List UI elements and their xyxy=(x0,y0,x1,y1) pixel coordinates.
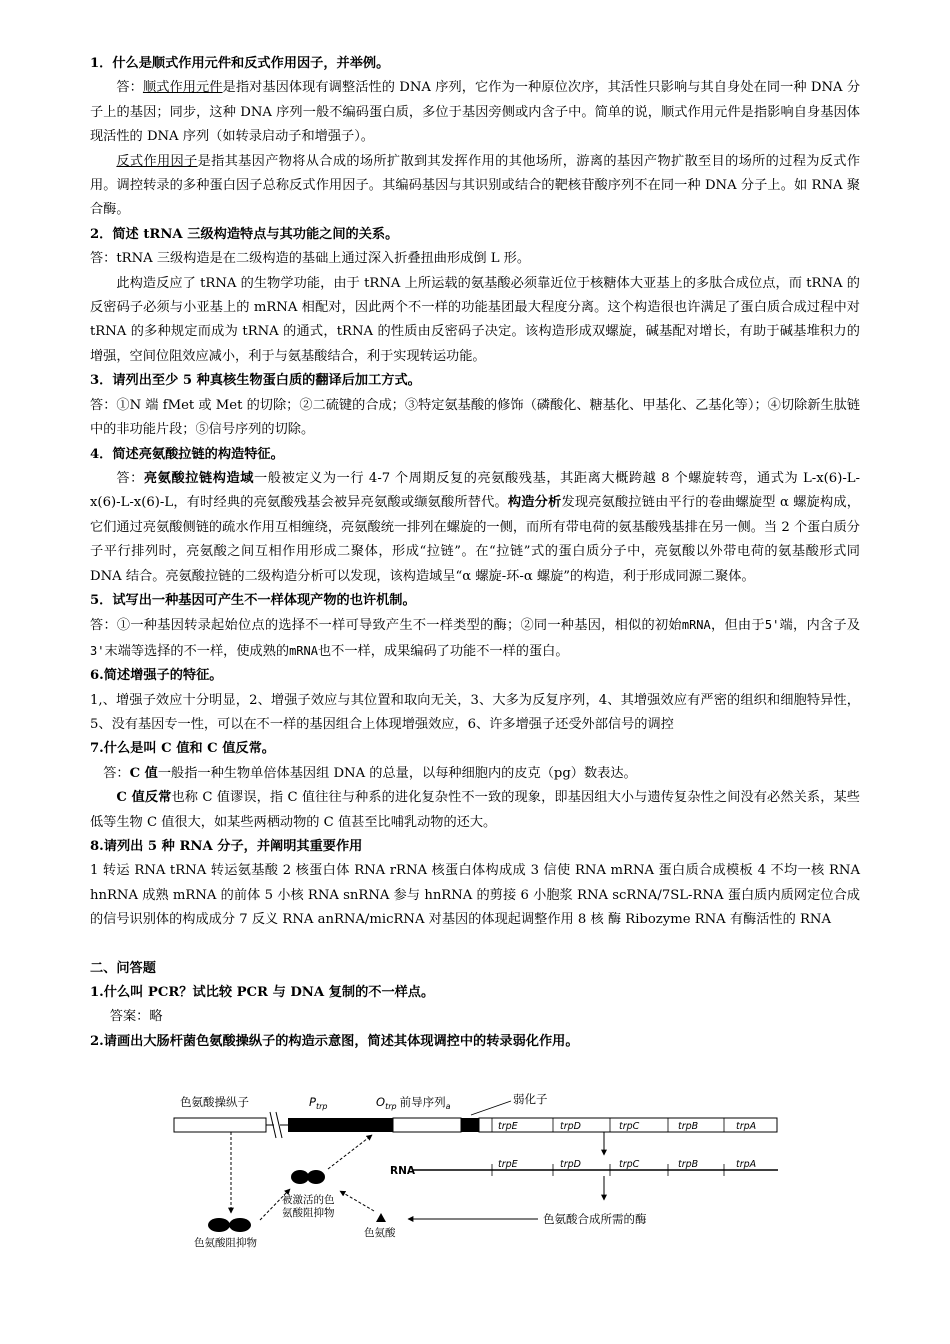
leader-label: 前导序列 xyxy=(399,1095,446,1109)
tryptophan-binding-arrow xyxy=(340,1191,374,1211)
question-8-title: 8.请列出 5 种 RNA 分子，并阐明其重要作用 xyxy=(90,839,363,854)
rna-gene-label-trpA: trpA xyxy=(736,1159,757,1170)
promoter-operator-region xyxy=(288,1118,393,1132)
answer-lead: 答： xyxy=(116,470,144,486)
rna-gene-label-trpE: trpE xyxy=(498,1159,518,1170)
leader-subscript: a xyxy=(445,1102,451,1111)
rna-label: RNA xyxy=(390,1165,415,1177)
question-1-answer-part-1 xyxy=(90,76,860,149)
question-3-answer: 答：①N 端 fMet 或 Met 的切除；②二硫键的合成；③特定氨基酸的修饰（磷酸化、糖基化、甲基化、乙基化等）；④切除新生肽链中的非功能片段；⑤信号序列的切除。 xyxy=(90,397,860,438)
tryptophan-label: 色氨酸 xyxy=(364,1227,396,1239)
gene-label-trpE: trpE xyxy=(498,1121,518,1132)
answer-text: ，但由于 xyxy=(710,618,765,634)
rna-gene-label-trpC: trpC xyxy=(619,1159,640,1170)
active-repressor-label-2: 氨酸阻抑物 xyxy=(282,1207,335,1219)
question-2-answer-part-1: 答：tRNA 三级构造是在二级构造的基础上通过深入折叠扭曲形成倒 L 形。 xyxy=(90,251,531,267)
repressor-label: 色氨酸阻抑物 xyxy=(194,1237,257,1249)
trp-operon-diagram xyxy=(168,1093,788,1253)
leader-region xyxy=(393,1118,461,1132)
promoter-label xyxy=(309,1095,327,1111)
term-c-value: C 值 xyxy=(129,765,158,781)
operator-subscript: trp xyxy=(385,1102,397,1111)
repressor-icon xyxy=(208,1218,230,1232)
answer-text: 一般指一种生物单倍体基因组 DNA 的总量，以每种细胞内的皮克（pg）数表达。 xyxy=(157,765,637,781)
question-7-title: 7.什么是叫 C 值和 C 值反常。 xyxy=(90,741,275,757)
question-6-title: 6.简述增强子的特征。 xyxy=(90,668,223,684)
question-5-title: 5．试写出一种基因可产生不一样体现产物的也许机制。 xyxy=(90,592,416,608)
attenuator-label: 弱化子 xyxy=(513,1093,548,1106)
question-2-title: 2．简述 tRNA 三级构造特点与其功能之间的关系。 xyxy=(90,226,399,242)
active-repressor-icon xyxy=(291,1170,309,1184)
operator-leader-label xyxy=(376,1095,451,1111)
term-leucine-zipper-domain: 亮氨酸拉链构造域 xyxy=(143,470,255,486)
question-5-answer xyxy=(90,613,860,664)
repressor-icon xyxy=(229,1218,251,1232)
answer-text: 是指对基因体现有调整活性的 DNA 序列，它作为一种原位次序，其活性只影响与其自身处在同一种 DNA 分子上的基因；同步，这种 DNA 序列一般不编码蛋白质，多位于基因旁侧或内含子中。简单的说，顺式作用元件是指影响自身基因体现活性的 DNA 序列（如转录启动子和增强子）。 xyxy=(90,80,861,145)
question-8-answer: 1 转运 RNA tRNA 转运氨基酸 2 核蛋白体 RNA rRNA 核蛋白体构成成 3 信使 RNA mRNA 蛋白质合成模板 4 不均一核 RNA hnRNA 成熟 mRNA 的前体 5 小核 RNA snRNA 参与 hnRNA 的剪接 6 小胞浆 RNA scRNA/7SL-RNA 蛋白质内质网定位合成的信号识别体的构成成分 7 反义 RNA anRNA/micRNA 对基因的体现起调整作用 8 核 酶 Ribozyme RNA 有酶活性的 RNA xyxy=(90,863,860,928)
term-structure-analysis: 构造分析 xyxy=(507,495,562,511)
part-2-question-2-title: 2.请画出大肠杆菌色氨酸操纵子的构造示意图，简述其体现调控中的转录弱化作用。 xyxy=(90,1033,579,1049)
rna-gene-label-trpD: trpD xyxy=(560,1159,581,1170)
promoter-subscript: trp xyxy=(315,1102,328,1111)
question-1-title: 1．什么是顺式作用元件和反式作用因子，并举例。 xyxy=(90,56,390,71)
gene-label-trpA: trpA xyxy=(736,1121,757,1132)
answer-term: mRNA xyxy=(289,643,318,658)
document-body xyxy=(90,52,860,1054)
term-cis-element: 顺式作用元件 xyxy=(142,80,223,96)
question-6-answer: 1,、增强子效应十分明显，2、增强子效应与其位置和取向无关，3、大多为反复序列，4、其增强效应有严密的组织和细胞特异性，5、没有基因专一性，可以在不一样的基因组合上体现增强效应，6、许多增强子还受外部信号的调控 xyxy=(90,692,860,732)
question-3-title: 3．请列出至少 5 种真核生物蛋白质的翻译后加工方式。 xyxy=(90,373,421,389)
tryptophan-icon xyxy=(376,1213,386,1222)
attenuator-region xyxy=(461,1118,479,1132)
answer-text: 也称 C 值谬误，指 C 值往往与种系的进化复杂性不一致的现象，即基因组大小与遗传复杂性之间没有必然关系，某些低等生物 C 值很大，如某些两栖动物的 C 值甚至比哺乳动物的还大。 xyxy=(90,790,860,830)
answer-lead: 答： xyxy=(116,80,143,96)
part-2-heading: 二、问答题 xyxy=(90,960,156,976)
gene-label-trpD: trpD xyxy=(560,1121,581,1132)
active-repressor-icon xyxy=(307,1170,325,1184)
answer-text: 也不一样，成果编码了功能不一样的蛋白。 xyxy=(317,643,569,659)
promoter-letter: P xyxy=(309,1095,316,1109)
question-1-answer-part-2 xyxy=(90,150,860,223)
question-4-answer xyxy=(90,467,860,589)
answer-text: 发现亮氨酸拉链由平行的卷曲螺旋型 α 螺旋构成，它们通过亮氨酸侧链的疏水作用互相缠绕，亮氨酸统一排列在螺旋的一侧，而所有带电荷的氨基酸残基排在另一侧。当 2 个蛋白质分子平行排列时，亮氨酸之间互相作用形成二聚体，形成“拉链”。在“拉链”式的蛋白质分子中，亮氨酸以外带电荷的氨基酸形式同 DNA 结合。亮氨酸拉链的二级构造分析可以发现，该构造域呈“α 螺旋-环-α 螺旋”的构造，利于形成同源二聚体。 xyxy=(90,495,860,584)
answer-text: 一般被定义为一行 4-7 个周期反复的亮氨酸残基，其距离大概跨越 8 个螺旋转弯，通式为 L-x(6)-L-x(6)-L-x(6)-L，有时经典的亮氨酸残基会被异亮氨酸或缬氨酸所替代。 xyxy=(90,470,861,511)
answer-text: 端，内含子及 xyxy=(779,618,861,634)
enzymes-label: 色氨酸合成所需的酶 xyxy=(543,1212,647,1226)
attenuator-pointer xyxy=(471,1101,511,1115)
part-2-question-1-title: 1.什么叫 PCR？试比较 PCR 与 DNA 复制的不一样点。 xyxy=(90,985,435,1001)
repressor-binding-arrow xyxy=(328,1135,372,1169)
answer-text: 答：①一种基因转录起始位点的选择不一样可导致产生不一样类型的酶；②同一种基因，相似的初始 xyxy=(90,618,682,634)
question-7-answer-part-2 xyxy=(90,786,860,835)
question-4-title: 4．简述亮氨酸拉链的构造特征。 xyxy=(90,446,284,462)
operon-label: 色氨酸操纵子 xyxy=(180,1095,249,1109)
answer-term: mRNA xyxy=(681,618,711,633)
active-repressor-label-1: 被激活的色 xyxy=(282,1194,335,1206)
answer-term: 3' xyxy=(90,643,105,658)
gene-label-trpC: trpC xyxy=(619,1121,640,1132)
part-2-question-1-answer: 答案：略 xyxy=(109,1009,163,1025)
regulatory-gene-box xyxy=(174,1118,266,1132)
answer-text: 末端等选择的不一样，使成熟的 xyxy=(104,643,290,659)
gene-label-trpB: trpB xyxy=(678,1121,699,1132)
rna-gene-label-trpB: trpB xyxy=(678,1159,699,1170)
answer-lead: 答： xyxy=(103,765,130,781)
answer-term: 5' xyxy=(764,618,780,633)
answer-text: 是指其基因产物将从合成的场所扩散到其发挥作用的其他场所，游离的基因产物扩散至目的场所的过程为反式作用。调控转录的多种蛋白因子总称反式作用因子。其编码基因与其识别或结合的靶核苷酸序列不在同一种 DNA 分子上。如 RNA 聚合酶。 xyxy=(90,153,861,218)
question-7-answer-part-1 xyxy=(90,762,860,786)
spacer xyxy=(90,933,860,957)
term-trans-factor: 反式作用因子 xyxy=(116,153,198,169)
question-2-answer-part-2: 此构造反应了 tRNA 的生物学功能，由于 tRNA 上所运载的氨基酸必须靠近位于核糖体大亚基上的多肽合成位点，而 tRNA 的反密码子必须与小亚基上的 mRNA 相配对，因此两个不一样的功能基团最大程度分离。这个构造很也许满足了蛋白质合成过程中对 tRNA 的多种规定而成为 tRNA 的通式，tRNA 的性质由反密码子决定。该构造形成双螺旋，碱基配对增长，有助于碱基堆积力的增强，空间位阻效应减小，利于与氨基酸结合，利于实现转运功能。 xyxy=(90,275,860,364)
term-c-value-paradox: C 值反常 xyxy=(116,790,172,806)
operator-letter: O xyxy=(376,1095,386,1109)
